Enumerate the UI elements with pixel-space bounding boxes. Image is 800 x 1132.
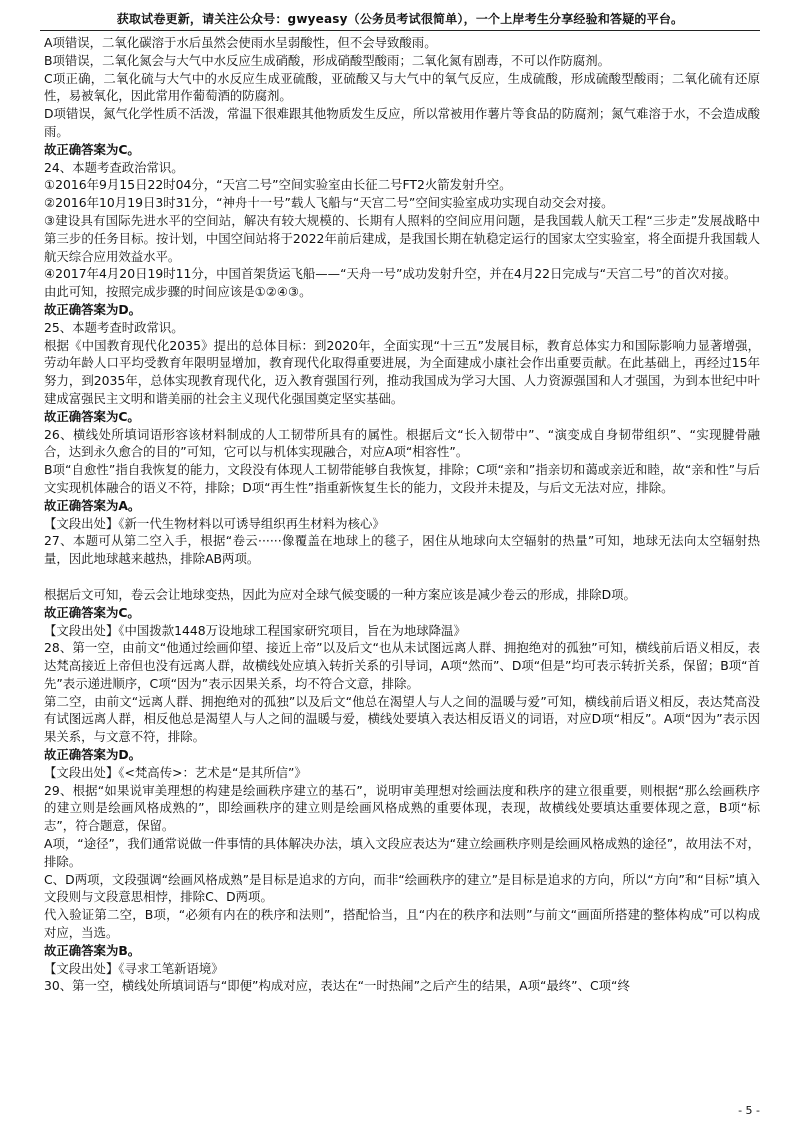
paragraph: 【文段出处】《新一代生物材料以可诱导组织再生材料为核心》 <box>44 515 385 531</box>
paragraph: 25、本题考查时政常识。 <box>44 319 184 335</box>
paragraph: 【文段出处】《寻求工笔新语境》 <box>44 960 224 976</box>
document-body <box>44 34 760 995</box>
paragraph: A项错误，二氧化碳溶于水后虽然会使雨水呈弱酸性，但不会导致酸雨。 <box>44 35 437 50</box>
page-number: - 5 - <box>738 1104 760 1117</box>
paragraph: C、D两项，文段强调“绘画风格成熟”是目标是追求的方向，而非“绘画秩序的建立”是目标是追求的方向，所以“方向”和“目标”填入文段则与文段意思相悖，排除C、D两项。 <box>44 871 760 905</box>
paragraph: B项错误，二氧化氮会与大气中水反应生成硝酸，形成硝酸型酸雨；二氧化氮有剧毒，不可以作防腐剂。 <box>44 52 611 68</box>
paragraph: 【文段出处】《<梵高传>：艺术是“是其所信”》 <box>44 764 307 780</box>
paragraph: A项，“途径”，我们通常说做一件事情的具体解决办法，填入文段应表达为“建立绘画秩序则是绘画风格成熟的途径”，故用法不对，排除。 <box>44 836 760 869</box>
paragraph: ③建设具有国际先进水平的空间站，解决有较大规模的、长期有人照料的空间应用问题，是我国载人航天工程“三步走”发展战略中第三步的任务目标。按计划，中国空间站将于2022年前后建成，是我国长期在轨稳定运行的国家太空实验室，将全面提升我国载人航天综合应用效益水平。 <box>44 212 760 264</box>
paragraph: 代入验证第二空，B项，“必须有内在的秩序和法则”，搭配恰当，且“内在的秩序和法则”与前文“画面所搭建的整体构成”可以构成对应，当选。 <box>44 907 760 941</box>
header-divider <box>40 30 760 31</box>
paragraph: 根据后文可知，卷云会让地球变热，因此为应对全球气候变暖的一种方案应该是减少卷云的形成，排除D项。 <box>44 586 636 602</box>
paragraph: 根据《中国教育现代化2035》提出的总体目标：到2020年，全面实现“十三五”发展目标，教育总体实力和国际影响力显著增强，劳动年龄人口平均受教育年限明显增加，教育现代化取得重要进展，为全面建成小康社会作出重要贡献。在此基础上，再经过15年努力，到2035年，总体实现教育现代化，迈入教育强国行列，推动我国成为学习大国、人力资源强国和人才强国，为到本世纪中叶建成富强民主文明和谐美丽的社会主义现代化强国奠定坚实基础。 <box>44 337 760 406</box>
answer-line: 故正确答案为B。 <box>44 942 141 958</box>
answer-line: 故正确答案为D。 <box>44 301 142 317</box>
paragraph: 由此可知，按照完成步骤的时间应该是①②④③。 <box>44 284 312 300</box>
paragraph: 【文段出处】《中国拨款1448万设地球工程国家研究项目，旨在为地球降温》 <box>44 622 466 638</box>
page-header: 获取试卷更新，请关注公众号：gwyeasy（公务员考试很简单），一个上岸考生分享经验和答疑的平台。 <box>116 12 684 26</box>
answer-line: 故正确答案为C。 <box>44 408 140 424</box>
answer-line: 故正确答案为C。 <box>44 604 140 620</box>
paragraph: ①2016年9月15日22时04分，“天宫二号”空间实验室由长征二号FT2火箭发射升空。 <box>44 177 512 193</box>
paragraph: ②2016年10月19日3时31分，“神舟十一号”载人飞船与“天宫二号”空间实验室成功实现自动交会对接。 <box>44 195 614 211</box>
paragraph: ④2017年4月20日19时11分，中国首架货运飞船——“天舟一号”成功发射升空，并在4月22日完成与“天宫二号”的首次对接。 <box>44 266 737 282</box>
answer-line: 故正确答案为C。 <box>44 141 140 157</box>
paragraph: 27、本题可从第二空入手，根据“卷云······像覆盖在地球上的毯子，困住从地球向太空辐射的热量”可知，地球无法向太空辐射热量，因此地球越来越热，排除AB两项。 <box>44 533 760 567</box>
paragraph: C项正确，二氧化硫与大气中的水反应生成亚硫酸，亚硫酸又与大气中的氧气反应，生成硫酸，形成硫酸型酸雨；二氧化硫有还原性，易被氧化，因此常用作葡萄酒的防腐剂。 <box>44 70 760 104</box>
paragraph: 第二空，由前文“远离人群、拥抱绝对的孤独”以及后文“他总在渴望人与人之间的温暖与爱”可知，横线前后语义相反，表达梵高没有试图远离人群，相反他总是渴望人与人之间的温暖与爱，横线处要填入表达相反语义的词语，对应D项“相反”。A项“因为”表示因果关系，与文意不符，排除。 <box>44 693 760 745</box>
answer-line: 故正确答案为A。 <box>44 497 141 513</box>
paragraph: 26、横线处所填词语形容该材料制成的人工韧带所具有的属性。根据后文“长入韧带中”、“演变成自身韧带组织”、“实现腱骨融合，达到永久愈合的目的”可知，它可以与机体实现融合，对应A项“相容性”。 <box>44 426 760 460</box>
paragraph: B项“自愈性”指自我恢复的能力，文段没有体现人工韧带能够自我恢复，排除；C项“亲和”指亲切和蔼或亲近和睦，故“亲和性”与后文实现机体融合的语义不符，排除；D项“再生性”指重新恢复生长的能力，文段并未提及，与后文无法对应，排除。 <box>44 462 760 495</box>
paragraph: 24、本题考查政治常识。 <box>44 159 184 175</box>
paragraph: D项错误，氮气化学性质不活泼，常温下很难跟其他物质发生反应，所以常被用作薯片等食品的防腐剂；氮气难溶于水，不会造成酸雨。 <box>44 106 760 139</box>
answer-line: 故正确答案为D。 <box>44 747 142 763</box>
paragraph: 30、第一空，横线处所填词语与“即便”构成对应，表达在“一时热闹”之后产生的结果，A项“最终”、C项“终 <box>44 978 630 994</box>
paragraph: 28、第一空，由前文“他通过绘画仰望、接近上帝”以及后文“也从未试图远离人群、拥抱绝对的孤独”可知，横线前后语义相反，表达梵高接近上帝但也没有远离人群，故横线处应填入转折关系的引导词，A项“然而”、D项“但是”均可表示转折关系，保留；B项“首先”表示递进顺序，C项“因为”表示因果关系，均不符合文意，排除。 <box>44 640 760 691</box>
paragraph: 29、根据“如果说审美理想的构建是绘画秩序建立的基石”，说明审美理想对绘画法度和秩序的建立很重要，则根据“那么绘画秩序的建立则是绘画风格成熟的”，即绘画秩序的建立则是绘画风格成熟的重要体现，表现，故横线处要填达重要体现之意，B项“标志”，符合题意，保留。 <box>44 782 760 834</box>
